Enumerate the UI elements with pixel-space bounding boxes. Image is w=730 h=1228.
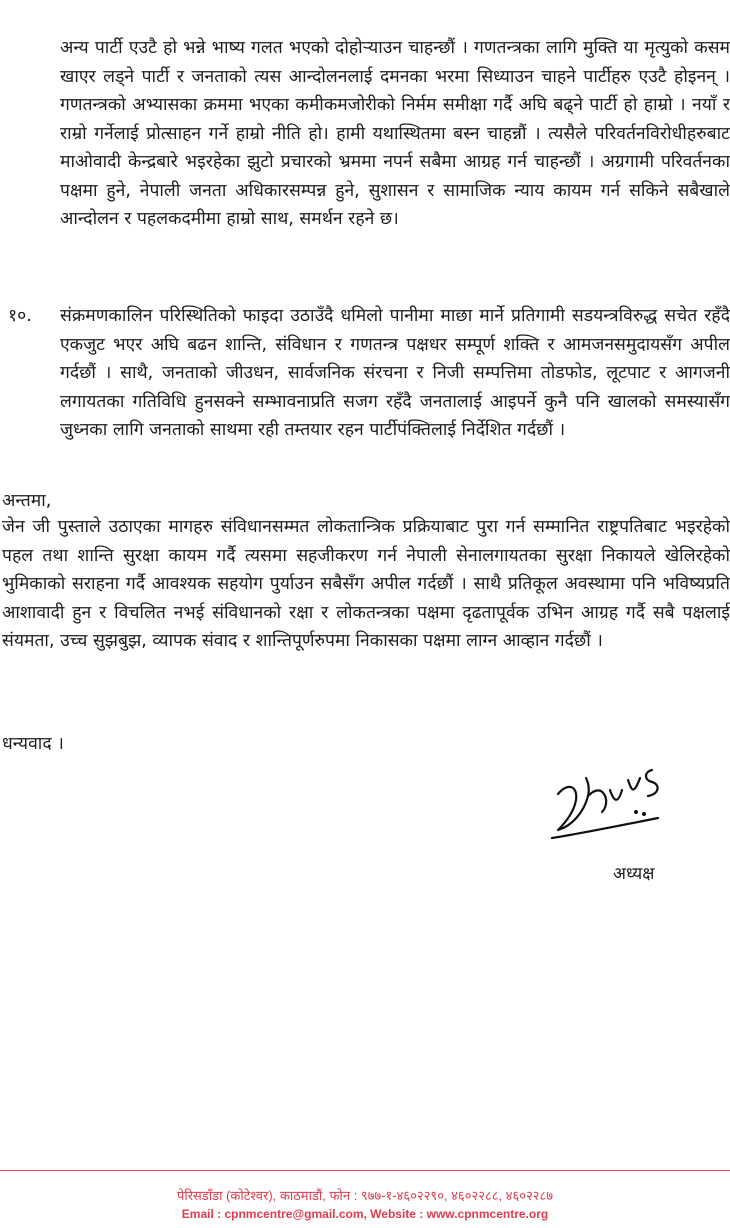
final-paragraph: जेन जी पुस्ताले उठाएका मागहरु संविधानसम्मत लोकतान्त्रिक प्रक्रियाबाट पुरा गर्न सम्मानित राष्ट्रपतिबाट भइरहेको पहल तथा शान्ति सुरक्षा कायम गर्दै त्यसमा सहजीकरण गर्न नेपाली सेनालगायतका सुरक्षा निकायले खेलिरहेको भुमिकाको सराहना गर्दै आवश्यक सहयोग पुर्याउन सबैसँग अपील गर्दछौं । साथै प्रतिकूल अवस्थामा पनि भविष्यप्रति आशावादी हुन र विचलित नभई संविधानको रक्षा र लोकतन्त्रका पक्षमा दृढतापूर्वक उभिन आग्रह गर्दै सबै पक्षलाई संयमता, उच्च सुझबुझ, व्यापक संवाद र शान्तिपूर्णरुपमा निकासका पक्षमा लाग्न आव्हान गर्दछौं । [2,517,730,651]
continued-paragraph: अन्य पार्टी एउटै हो भन्ने भाष्य गलत भएको दोहोर्‍याउन चाहन्छौं । गणतन्त्रका लागि मुक्ति या मृत्युको कसम खाएर लड्ने पार्टी र जनताको त्यस आन्दोलनलाई दमनका भरमा सिध्याउन चाहने पार्टीहरु एउटै होइनन् । गणतन्त्रको अभ्यासका क्रममा भएका कमीकमजोरीको निर्मम समीक्षा गर्दै अघि बढ्ने पार्टी हो हाम्रो । नयाँ र राम्रो गर्नेलाई प्रोत्साहन गर्ने हाम्रो नीति हो। हामी यथास्थितमा बस्न चाहन्नौं । त्यसैले परिवर्तनविरोधीहरुबाट माओवादी केन्द्रबारे भइरहेका झुटो प्रचारको भ्रममा नपर्न सबैमा आग्रह गर्न चाहन्छौं । अग्रगामी परिवर्तनका पक्षमा हुने, नेपाली जनता अधिकारसम्पन्न हुने, सुशासन र सामाजिक न्याय कायम गर्न सकिने सबैखाले आन्दोलन र पहलकदमीमा हाम्रो साथ, समर्थन रहने छ। [60,38,730,229]
item-number: १०. [8,306,32,326]
item-10-paragraph: संक्रमणकालिन परिस्थितिको फाइदा उठाउँदै धमिलो पानीमा माछा मार्ने प्रतिगामी सडयन्त्रविरुद्ध सचेत रहँदै एकजुट भएर अघि बढन शान्ति, संविधान र गणतन्त्र पक्षधर सम्पूर्ण शक्ति र आमजनसमुदायसँग अपील गर्दछौं । साथै, जनताको जीउधन, सार्वजनिक संरचना र निजी सम्पत्तिमा तोडफोड, लूटपाट र आगजनी लगायतका गतिविधि हुनसक्ने सम्भावनाप्रति सजग रहँदै जनतालाई आइपर्ने कुनै पनि खालको समस्यासँग जुध्नका लागि जनताको साथमा रही तम्तयार रहन पार्टीपंक्तिलाई निर्देशित गर्दछौं । [60,306,730,440]
closing-label: अन्तमा, [2,491,52,511]
signature-image [548,752,698,852]
signatory-title: अध्यक्ष [613,864,655,884]
footer-contact: Email : cpnmcentre@gmail.com, Website : www.cpnmcentre.org [181,1207,549,1221]
thanks-text: धन्यवाद । [2,734,64,754]
footer-divider [0,1170,730,1171]
footer-address: पेरिसडाँडा (कोटेश्वर), काठमाडौं, फोन : ९७७-१-४६०२२९०, ४६०२२८८, ४६०२२८७ [176,1188,554,1203]
